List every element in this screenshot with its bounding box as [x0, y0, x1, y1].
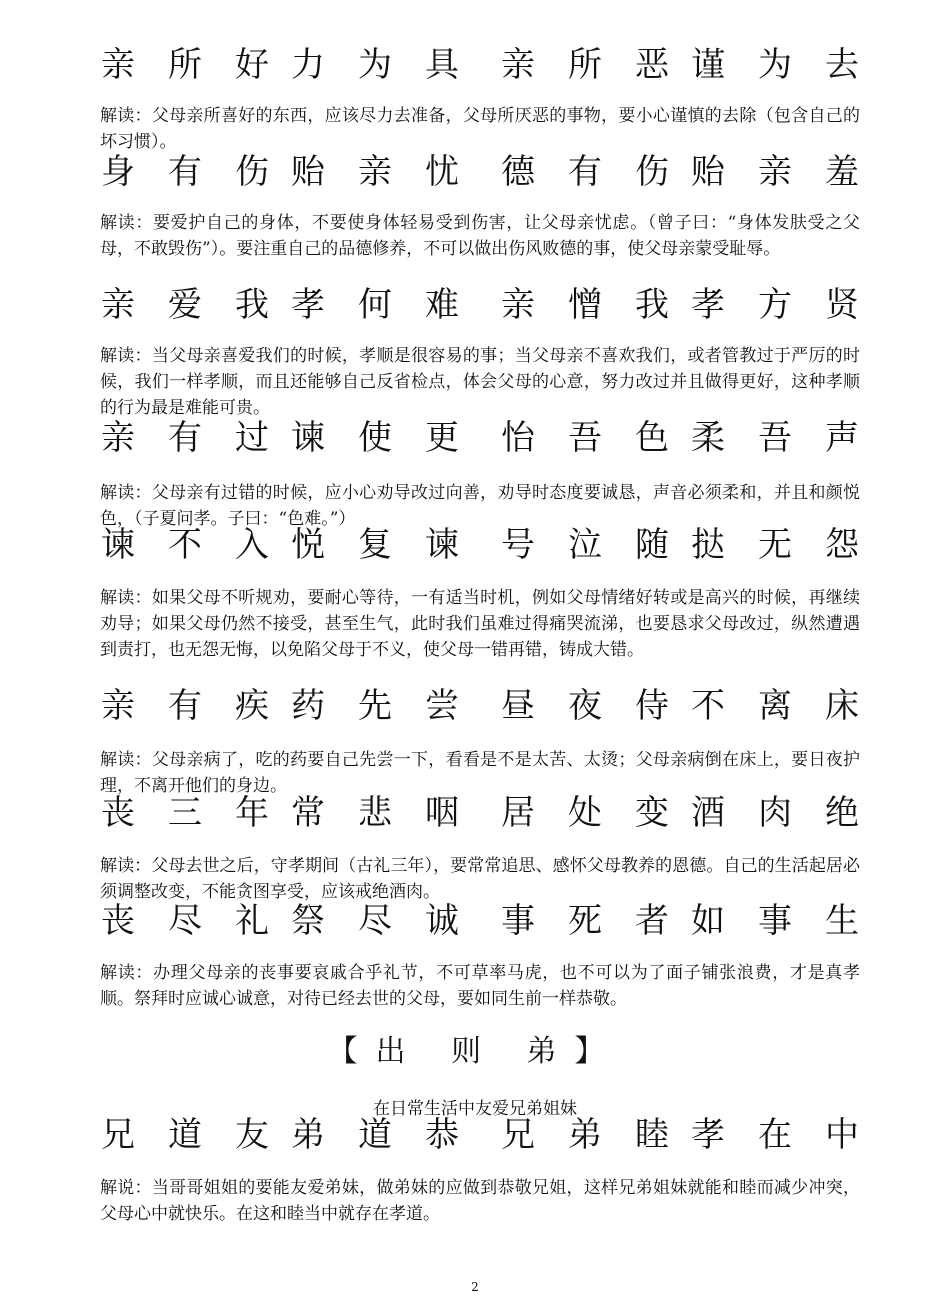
verse-char: 有	[168, 152, 202, 192]
verse-char: 不	[691, 686, 725, 726]
verse-char: 羞	[825, 152, 859, 192]
verse-char: 亲	[101, 285, 135, 325]
verse-char: 谏	[101, 525, 135, 565]
verse-char: 事	[501, 901, 535, 941]
verse-group	[100, 793, 270, 833]
verse-char: 疾	[235, 686, 269, 726]
verse-char: 入	[235, 525, 269, 565]
verse-group	[290, 1115, 460, 1155]
verse-line	[100, 686, 860, 726]
verse-char: 贻	[291, 152, 325, 192]
verse-char: 声	[825, 418, 859, 458]
verse-char: 离	[758, 686, 792, 726]
verse-char: 具	[425, 45, 459, 85]
verse-group	[100, 285, 270, 325]
verse-group	[500, 285, 670, 325]
verse-line	[100, 418, 860, 458]
verse-char: 伤	[235, 152, 269, 192]
verse-group	[690, 901, 860, 941]
verse-char: 贤	[825, 285, 859, 325]
verse-char: 恭	[425, 1115, 459, 1155]
verse-group	[690, 525, 860, 565]
verse-char: 谨	[691, 45, 725, 85]
verse-char: 死	[568, 901, 602, 941]
verse-char: 者	[635, 901, 669, 941]
verse-char: 药	[291, 686, 325, 726]
verse-char: 伤	[635, 152, 669, 192]
verse-char: 常	[291, 793, 325, 833]
verse-line	[100, 152, 860, 192]
verse-char: 有	[168, 686, 202, 726]
verse-group	[290, 45, 460, 85]
verse-group	[100, 525, 270, 565]
verse-char: 泣	[568, 525, 602, 565]
verse-char: 孝	[691, 1115, 725, 1155]
section-title: 【出 则 弟】	[327, 1034, 623, 1069]
verse-line	[100, 285, 860, 325]
verse-char: 孝	[291, 285, 325, 325]
verse-char: 祭	[291, 901, 325, 941]
verse-char: 无	[758, 525, 792, 565]
verse-char: 去	[825, 45, 859, 85]
verse-group	[690, 285, 860, 325]
verse-char: 居	[501, 793, 535, 833]
verse-group	[500, 793, 670, 833]
verse-char: 色	[635, 418, 669, 458]
verse-char: 有	[168, 418, 202, 458]
verse-group	[100, 418, 270, 458]
verse-char: 为	[358, 45, 392, 85]
verse-group	[500, 152, 670, 192]
verse-char: 兄	[101, 1115, 135, 1155]
verse-group	[690, 45, 860, 85]
verse-group	[500, 418, 670, 458]
verse-explanation: 解读：要爱护自己的身体，不要使身体轻易受到伤害，让父母亲忧虑。（曾子曰：“身体发肤受之父母，不敢毁伤”）。要注重自己的品德修养，不可以做出伤风败德的事，使父母亲蒙受耻辱。	[100, 213, 860, 259]
verse-char: 尽	[168, 901, 202, 941]
verse-explanation: 解读：当父母亲喜爱我们的时候，孝顺是很容易的事；当父母亲不喜欢我们，或者管教过于严厉的时候，我们一样孝顺，而且还能够自己反省检点，体会父母的心意，努力改过并且做得更好，这种孝顺的行为最是难能可贵。	[100, 346, 860, 418]
verse-group	[290, 686, 460, 726]
verse-char: 好	[235, 45, 269, 85]
verse-char: 忧	[425, 152, 459, 192]
verse-char: 柔	[691, 418, 725, 458]
verse-char: 复	[358, 525, 392, 565]
verse-char: 在	[758, 1115, 792, 1155]
verse-char: 睦	[635, 1115, 669, 1155]
verse-char: 三	[168, 793, 202, 833]
verse-char: 处	[568, 793, 602, 833]
verse-char: 肉	[758, 793, 792, 833]
verse-char: 何	[358, 285, 392, 325]
verse-char: 礼	[235, 901, 269, 941]
verse-char: 过	[235, 418, 269, 458]
verse-char: 我	[635, 285, 669, 325]
verse-group	[690, 1115, 860, 1155]
verse-char: 亲	[358, 152, 392, 192]
verse-char: 丧	[101, 793, 135, 833]
verse-explanation: 解读：如果父母不听规劝，要耐心等待，一有适当时机，例如父母情绪好转或是高兴的时候，再继续劝导；如果父母仍然不接受，甚至生气，此时我们虽难过得痛哭流涕，也要恳求父母改过，纵然遭遇到责打，也无怨无悔，以免陷父母于不义，使父母一错再错，铸成大错。	[100, 588, 860, 660]
verse-char: 道	[358, 1115, 392, 1155]
verse-group	[290, 525, 460, 565]
verse-explanation: 解说：当哥哥姐姐的要能友爱弟妹，做弟妹的应做到恭敬兄姐，这样兄弟姐妹就能和睦而减少冲突，父母心中就快乐。在这和睦当中就存在孝道。	[100, 1178, 860, 1224]
verse-explanation: 解读：父母亲病了，吃的药要自己先尝一下，看看是不是太苦、太烫；父母亲病倒在床上，要日夜护理，不离开他们的身边。	[100, 750, 860, 796]
verse-char: 所	[168, 45, 202, 85]
verse-group	[690, 152, 860, 192]
verse-char: 绝	[825, 793, 859, 833]
verse-char: 如	[691, 901, 725, 941]
verse-line	[100, 793, 860, 833]
verse-char: 怡	[501, 418, 535, 458]
verse-line	[100, 525, 860, 565]
verse-char: 有	[568, 152, 602, 192]
verse-char: 生	[825, 901, 859, 941]
verse-char: 挞	[691, 525, 725, 565]
verse-char: 诚	[425, 901, 459, 941]
verse-char: 吾	[568, 418, 602, 458]
verse-char: 亲	[101, 686, 135, 726]
verse-group	[100, 152, 270, 192]
verse-char: 友	[235, 1115, 269, 1155]
verse-group	[500, 525, 670, 565]
verse-group	[290, 285, 460, 325]
verse-char: 变	[635, 793, 669, 833]
verse-group	[290, 152, 460, 192]
verse-char: 先	[358, 686, 392, 726]
verse-char: 孝	[691, 285, 725, 325]
verse-char: 酒	[691, 793, 725, 833]
verse-char: 谏	[425, 525, 459, 565]
verse-char: 贻	[691, 152, 725, 192]
verse-char: 亲	[101, 45, 135, 85]
verse-explanation: 解读：父母亲所喜好的东西，应该尽力去准备，父母所厌恶的事物，要小心谨慎的去除（包含自己的坏习惯）。	[100, 106, 860, 152]
verse-explanation: 解读：父母去世之后，守孝期间（古礼三年），要常常追思、感怀父母教养的恩德。自己的生活起居必须调整改变，不能贪图享受，应该戒绝酒肉。	[100, 856, 860, 902]
verse-char: 弟	[291, 1115, 325, 1155]
verse-char: 所	[568, 45, 602, 85]
verse-group	[500, 45, 670, 85]
verse-char: 侍	[635, 686, 669, 726]
verse-char: 不	[168, 525, 202, 565]
verse-char: 年	[235, 793, 269, 833]
verse-char: 为	[758, 45, 792, 85]
verse-char: 亲	[501, 285, 535, 325]
verse-char: 亲	[758, 152, 792, 192]
verse-group	[100, 1115, 270, 1155]
verse-group	[290, 793, 460, 833]
verse-char: 亲	[101, 418, 135, 458]
verse-char: 床	[825, 686, 859, 726]
verse-char: 憎	[568, 285, 602, 325]
verse-char: 德	[501, 152, 535, 192]
verse-char: 亲	[501, 45, 535, 85]
verse-char: 中	[825, 1115, 859, 1155]
verse-group	[500, 901, 670, 941]
verse-group	[500, 1115, 670, 1155]
verse-char: 使	[358, 418, 392, 458]
verse-group	[100, 686, 270, 726]
verse-char: 吾	[758, 418, 792, 458]
verse-line	[100, 45, 860, 85]
verse-char: 尽	[358, 901, 392, 941]
verse-char: 随	[635, 525, 669, 565]
verse-char: 夜	[568, 686, 602, 726]
verse-char: 弟	[568, 1115, 602, 1155]
verse-group	[690, 686, 860, 726]
verse-explanation: 解读：父母亲有过错的时候，应小心劝导改过向善，劝导时态度要诚恳，声音必须柔和，并且和颜悦色，（子夏问孝。子曰：“色难。”）	[100, 483, 860, 529]
verse-char: 悦	[291, 525, 325, 565]
verse-char: 恶	[635, 45, 669, 85]
verse-char: 力	[291, 45, 325, 85]
verse-group	[690, 793, 860, 833]
verse-group	[100, 45, 270, 85]
verse-char: 尝	[425, 686, 459, 726]
verse-char: 方	[758, 285, 792, 325]
verse-explanation: 解读：办理父母亲的丧事要哀戚合乎礼节，不可草率马虎，也不可以为了面子铺张浪费，才是真孝顺。祭拜时应诚心诚意，对待已经去世的父母，要如同生前一样恭敬。	[100, 963, 860, 1009]
verse-group	[500, 686, 670, 726]
verse-char: 号	[501, 525, 535, 565]
verse-char: 昼	[501, 686, 535, 726]
verse-group	[290, 418, 460, 458]
verse-group	[290, 901, 460, 941]
verse-char: 丧	[101, 901, 135, 941]
verse-char: 兄	[501, 1115, 535, 1155]
verse-char: 悲	[358, 793, 392, 833]
verse-char: 更	[425, 418, 459, 458]
verse-char: 道	[168, 1115, 202, 1155]
verse-group	[690, 418, 860, 458]
verse-char: 怨	[825, 525, 859, 565]
verse-line	[100, 1115, 860, 1155]
verse-char: 身	[101, 152, 135, 192]
verse-group	[100, 901, 270, 941]
verse-line	[100, 901, 860, 941]
page-number: 2	[471, 1280, 479, 1294]
section-subtitle: 在日常生活中友爱兄弟姐妹	[373, 1099, 577, 1119]
verse-char: 难	[425, 285, 459, 325]
verse-char: 谏	[291, 418, 325, 458]
verse-char: 事	[758, 901, 792, 941]
verse-char: 我	[235, 285, 269, 325]
verse-char: 咽	[425, 793, 459, 833]
verse-char: 爱	[168, 285, 202, 325]
